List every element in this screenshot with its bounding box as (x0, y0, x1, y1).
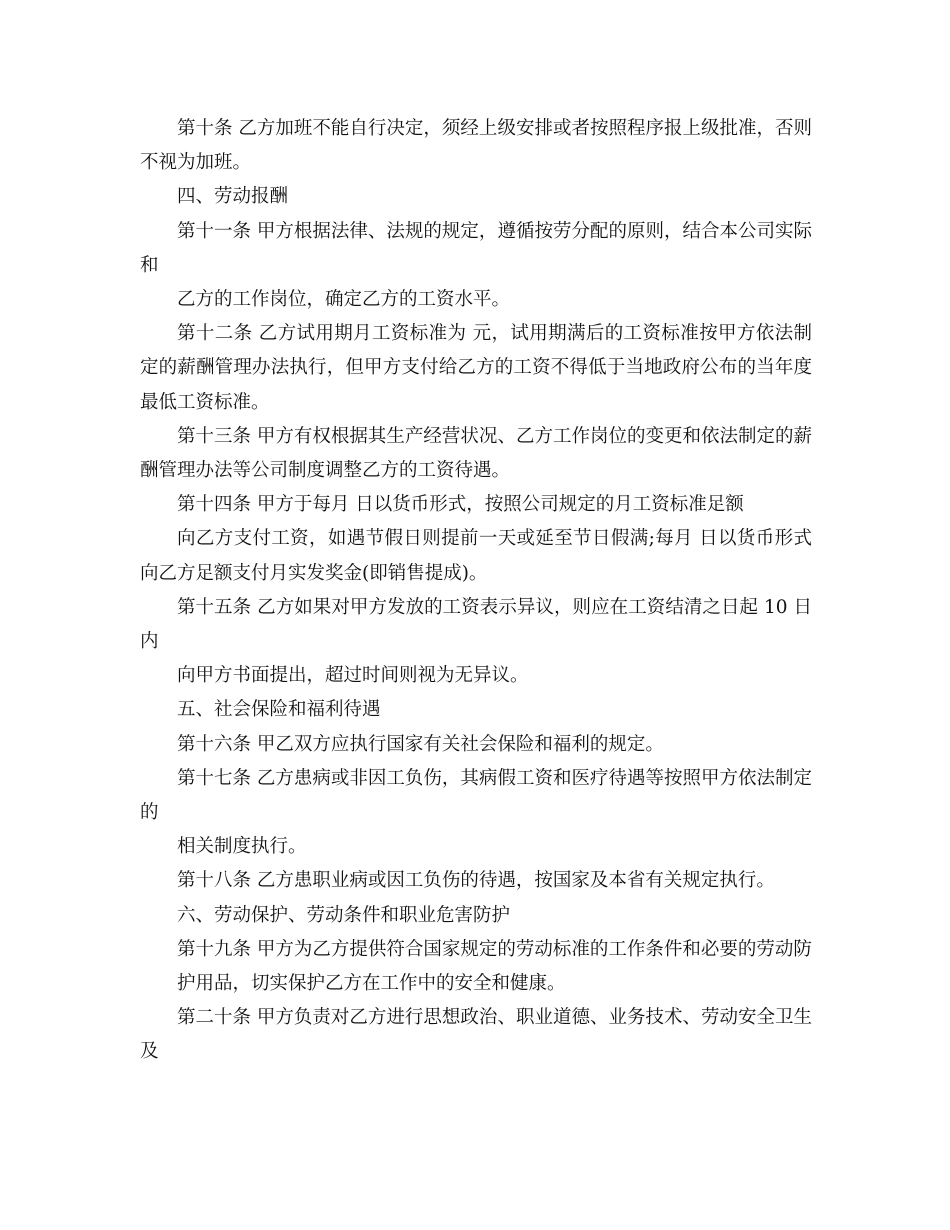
paragraph-article-17: 第十七条 乙方患病或非因工负伤，其病假工资和医疗待遇等按照甲方依法制定的 (140, 767, 812, 824)
paragraph-article-11: 第十一条 甲方根据法律、法规的规定，遵循按劳分配的原则，结合本公司实际和 (140, 220, 812, 276)
paragraph-article-20: 第二十条 甲方负责对乙方进行思想政治、职业道德、业务技术、劳动安全卫生及 (140, 1007, 812, 1063)
paragraph-article-16: 第十六条 甲乙双方应执行国家有关社会保险和福利的规定。 (177, 733, 664, 755)
paragraph-article-19-cont: 护用品，切实保护乙方在工作中的安全和健康。 (177, 973, 566, 995)
paragraph-article-15: 第十五条 乙方如果对甲方发放的工资表示异议，则应在工资结清之日起 10 日内 (140, 596, 812, 653)
document-page (140, 112, 812, 1070)
paragraph-article-10: 第十条 乙方加班不能自行决定，须经上级安排或者按照程序报上级批准，否则不视为加班。 (140, 118, 812, 174)
paragraph-article-18: 第十八条 乙方患职业病或因工负伤的待遇，按国家及本省有关规定执行。 (177, 870, 775, 892)
paragraph-article-11-cont: 乙方的工作岗位，确定乙方的工资水平。 (177, 289, 511, 311)
paragraph-article-14: 第十四条 甲方于每月 日以货币形式，按照公司规定的月工资标准足额 (177, 494, 744, 516)
paragraph-article-13: 第十三条 甲方有权根据其生产经营状况、乙方工作岗位的变更和依法制定的薪酬管理办法等公司制度调整乙方的工资待遇。 (140, 425, 812, 482)
paragraph-article-17-cont: 相关制度执行。 (177, 836, 307, 858)
paragraph-article-12: 第十二条 乙方试用期月工资标准为 元，试用期满后的工资标准按甲方依法制定的薪酬管理办法执行，但甲方支付给乙方的工资不得低于当地政府公布的当年度最低工资标准。 (140, 323, 812, 413)
section-heading-remuneration: 四、劳动报酬 (177, 186, 289, 208)
paragraph-article-15-cont: 向甲方书面提出，超过时间则视为无异议。 (177, 665, 529, 687)
paragraph-article-19: 第十九条 甲方为乙方提供符合国家规定的劳动标准的工作条件和必要的劳动防 (177, 938, 812, 960)
section-heading-social-insurance: 五、社会保险和福利待遇 (177, 699, 381, 721)
paragraph-article-14-cont: 向乙方支付工资，如遇节假日则提前一天或延至节日假满;每月 日以货币形式向乙方足额支付月实发奖金(即销售提成)。 (140, 528, 812, 584)
section-heading-labor-protection: 六、劳动保护、劳动条件和职业危害防护 (177, 904, 511, 926)
